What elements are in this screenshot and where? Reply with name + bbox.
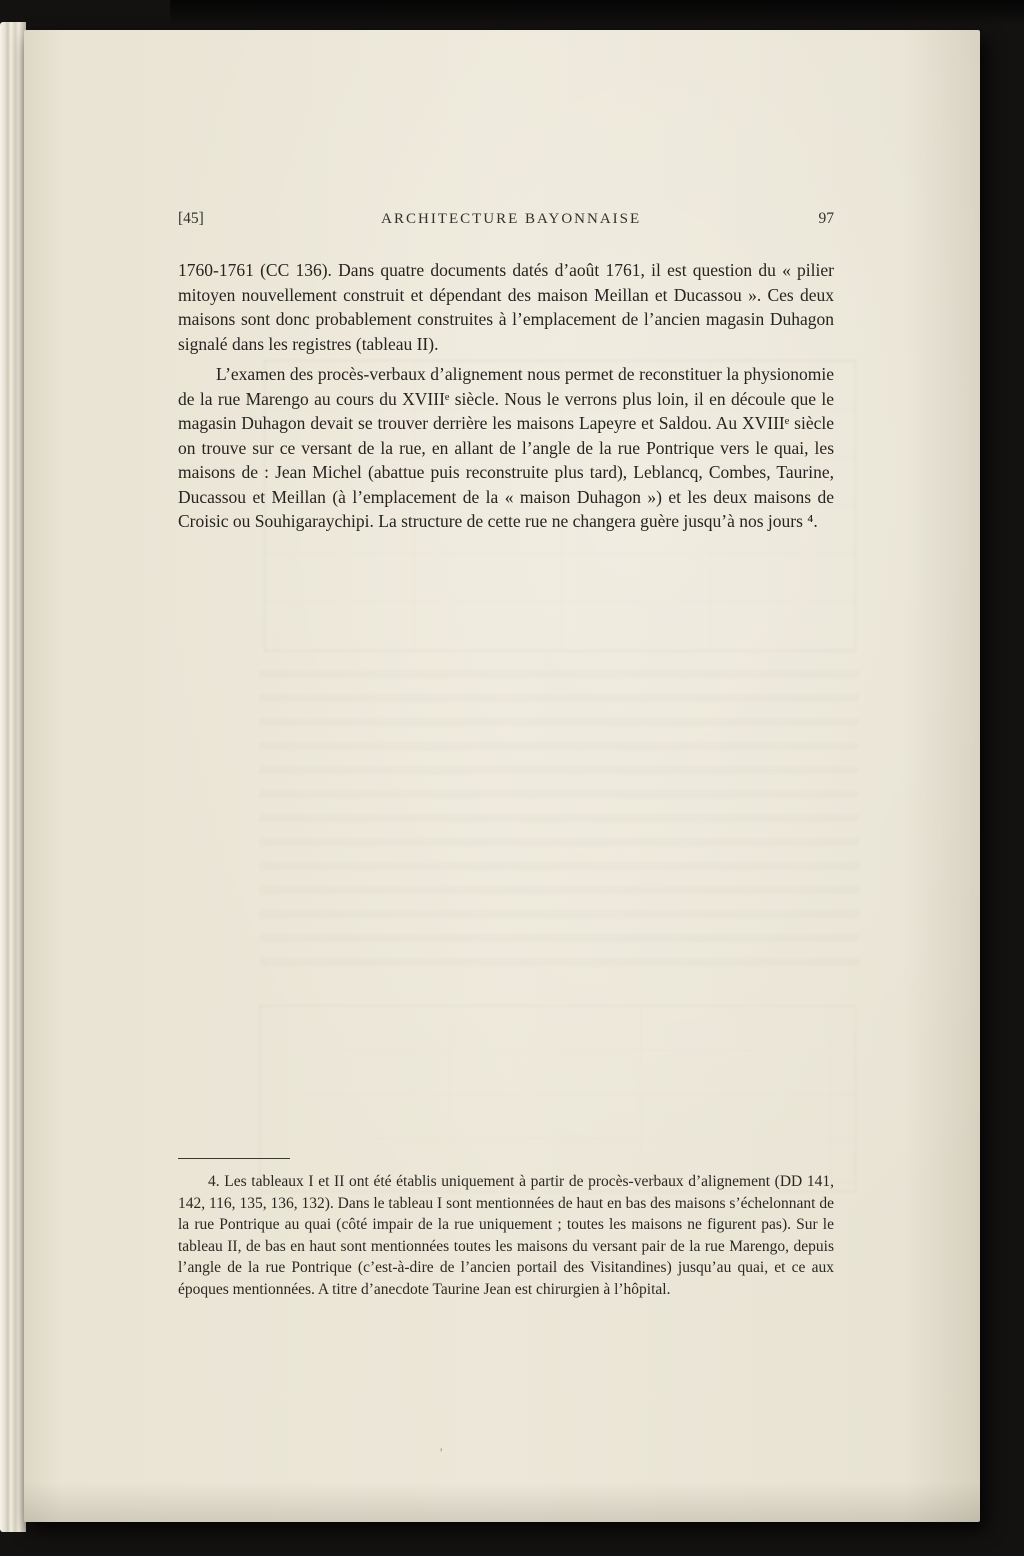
header-title: ARCHITECTURE BAYONNAISE <box>381 211 642 227</box>
paragraph-1: 1760-1761 (CC 136). Dans quatre documents datés d’août 1761, il est question du « pilier mitoyen nouvellement construit et dépendant des maison Meillan et Ducassou ». Ces deux maisons sont donc probablement construites à l’emplacement de l’ancien magasin Duhagon signalé dans les registres (tableau II). <box>178 260 834 354</box>
paragraph-2: L’examen des procès-verbaux d’alignement nous permet de reconstituer la physionomie de la rue Marengo au cours du XVIIIᵉ siècle. Nous le verrons plus loin, il en découle que le magasin Duhagon devait se trouver derrière les maisons Lapeyre et Saldou. Au XVIIIᵉ siècle on trouve sur ce versant de la rue, en allant de l’angle de la rue Pontrique vers le quai, les maisons de : Jean Michel (abattue puis reconstruite plus tard), Leblancq, Combes, Taurine, Ducassou et Meillan (à l’emplacement de la « maison Duhagon ») et les deux maisons de Croisic ou Souhigaraychipi. La structure de cette rue ne changera guère jusqu’à nos jours ⁴. <box>178 364 834 531</box>
footnote-block <box>178 1158 834 1300</box>
show-through-text-ghost <box>259 670 859 970</box>
body-text <box>178 258 834 534</box>
book-spine-page-edges <box>0 22 26 1532</box>
header-left-folio: [45] <box>178 210 204 227</box>
book-page <box>24 30 980 1522</box>
header-page-number: 97 <box>818 210 834 227</box>
paper-speck: ’ <box>439 1445 444 1460</box>
footnote-separator-rule <box>178 1158 290 1159</box>
running-head <box>178 210 834 228</box>
footnote-4: 4. Les tableaux I et II ont été établis uniquement à partir de procès-verbaux d’alignement (DD 141, 142, 116, 135, 136, 132). Dans le tableau I sont mentionnées de haut en bas des maisons s’échelonnant de la rue Pontrique au quai (côté impair de la rue uniquement ; toutes les maisons ne figurent pas). Sur le tableau II, de bas en haut sont mentionnées toutes les maisons du versant pair de la rue Marengo, depuis l’angle de la rue Pontrique (c’est-à-dire de l’ancien portail des Visitandines) jusqu’au quai, et ce aux époques mentionnées. A titre d’anecdote Taurine Jean est chirurgien à l’hôpital. <box>178 1173 834 1298</box>
background-shadow <box>170 0 1024 26</box>
